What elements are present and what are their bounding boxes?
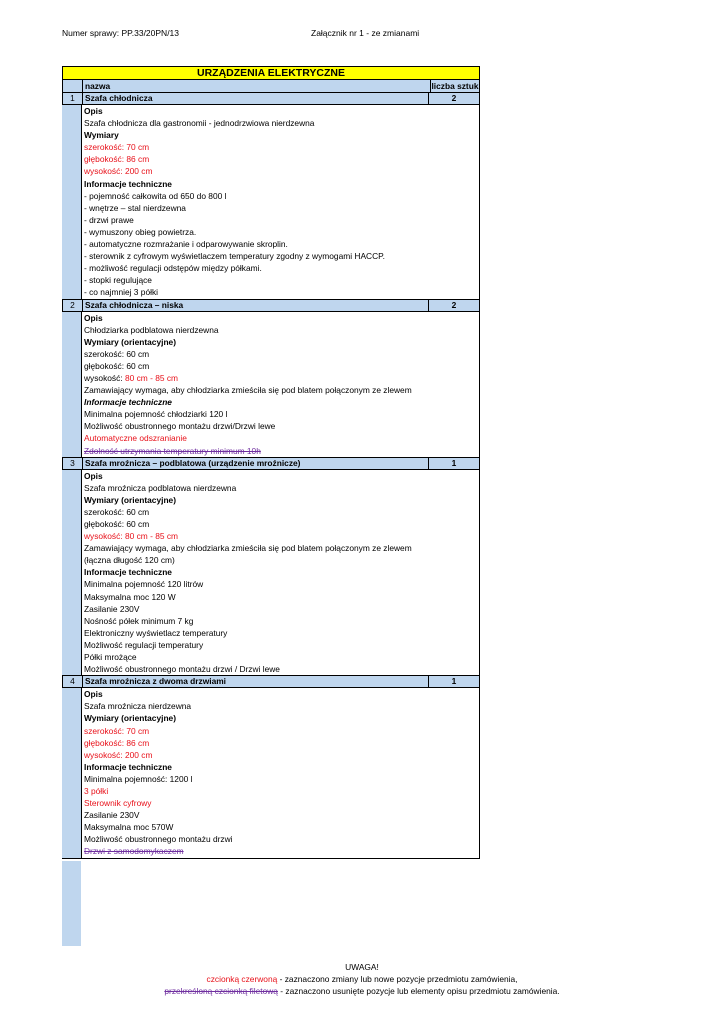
description-line (84, 773, 479, 785)
description-text: Minimalna pojemność 120 litrów (84, 579, 204, 590)
description-text: Informacje techniczne (84, 761, 172, 772)
description-text: - wnętrze – stal nierdzewna (84, 202, 186, 213)
description-line (84, 348, 479, 360)
item-description-lines (82, 470, 479, 676)
description-text: Szafa mroźnicza nierdzewna (84, 701, 192, 712)
description-text: - możliwość regulacji odstępów między półkami. (84, 263, 262, 274)
item-number: 3 (63, 458, 83, 469)
item-description-lines (82, 105, 479, 299)
description-text: - drzwi prawe (84, 214, 134, 225)
description-text: głębokość: 60 cm (84, 519, 150, 529)
description-line (84, 725, 479, 737)
item-number: 4 (63, 676, 83, 687)
description-line (84, 372, 479, 384)
item-quantity: 1 (451, 676, 457, 687)
description-text: Informacje techniczne (84, 397, 172, 408)
description-line (84, 202, 479, 214)
description-text: Możliwość regulacji temperatury (84, 639, 204, 650)
equipment-table (62, 66, 480, 859)
description-line (84, 554, 479, 566)
description-line (84, 737, 479, 749)
description-text: Opis (84, 312, 103, 323)
description-line (84, 639, 479, 651)
description-line (84, 761, 479, 773)
description-text: Nośność półek minimum 7 kg (84, 615, 194, 626)
description-text: Chłodziarka podblatowa nierdzewna (84, 324, 219, 335)
description-text: 3 półki (84, 785, 109, 796)
description-text: szerokość: 60 cm (84, 348, 150, 359)
column-header-number (63, 80, 83, 92)
item-name: Szafa chłodnicza – niska (83, 300, 429, 311)
item-name: Szafa mroźnicza z dwoma drzwiami (83, 676, 429, 687)
description-text: Możliwość obustronnego montażu drzwi (84, 834, 233, 845)
item-number: 2 (63, 300, 83, 311)
note-title: UWAGA! (345, 962, 379, 972)
description-text: szerokość: 70 cm (84, 725, 150, 736)
description-text: wysokość: 200 cm (84, 749, 153, 760)
item-header-row (62, 93, 480, 105)
description-text: Maksymalna moc 570W (84, 822, 174, 833)
item-name: Szafa chłodnicza (83, 93, 429, 104)
description-line (84, 312, 479, 324)
description-text: Automatyczne odszranianie (84, 433, 187, 444)
item-name: Szafa mroźnicza – podblatowa (urządzenie mroźnicze) (83, 458, 429, 469)
strike-font-sample: przekreśloną czcionką filetową (164, 986, 278, 996)
table-title: URZĄDZENIA ELEKTRYCZNE (62, 66, 480, 80)
description-line (84, 274, 479, 286)
description-line (84, 286, 479, 298)
description-line (84, 117, 479, 129)
description-text: Zamawiający wymaga, aby chłodziarka zmieściła się pod blatem połączonym ze zlewem (84, 543, 412, 554)
description-text: Wymiary (84, 130, 119, 141)
description-text: - co najmniej 3 półki (84, 287, 159, 298)
description-line (84, 651, 479, 663)
description-line (84, 494, 479, 506)
description-text: - wymuszony obieg powietrza. (84, 226, 197, 237)
description-line (84, 129, 479, 141)
description-line (84, 506, 479, 518)
description-line (84, 615, 479, 627)
red-font-description: - zaznaczono zmiany lub nowe pozycje przedmiotu zamówienia, (277, 974, 518, 984)
description-text: wysokość: 200 cm (84, 166, 153, 177)
description-text: Opis (84, 470, 103, 481)
item-description-lines (82, 312, 479, 457)
description-text: głębokość: 86 cm (84, 154, 150, 165)
column-header-name: nazwa (85, 81, 111, 91)
description-line (84, 336, 479, 348)
description-line (84, 408, 479, 420)
note-line-strike (0, 985, 724, 997)
description-line (84, 797, 479, 809)
item-number: 1 (63, 93, 83, 104)
description-text: Półki mrożące (84, 652, 137, 663)
description-line (84, 141, 479, 153)
description-text: Opis (84, 689, 103, 700)
description-text: Wymiary (orientacyjne) (84, 494, 177, 505)
column-header-row (62, 80, 480, 93)
description-text: Zamawiający wymaga, aby chłodziarka zmieściła się pod blatem połączonym ze zlewem (84, 385, 412, 396)
description-line (84, 360, 479, 372)
description-line (84, 591, 479, 603)
description-line (84, 384, 479, 396)
description-line (84, 190, 479, 202)
description-text: Sterownik cyfrowy (84, 798, 152, 809)
description-line (84, 324, 479, 336)
item-description-block (62, 470, 480, 677)
description-line (84, 165, 479, 177)
description-line (84, 445, 479, 457)
blank-number-column (62, 861, 81, 946)
description-line (84, 566, 479, 578)
description-line (84, 518, 479, 530)
description-text: szerokość: 60 cm (84, 506, 150, 517)
description-line (84, 153, 479, 165)
item-number-column (62, 105, 82, 299)
description-line (84, 845, 479, 857)
item-description-lines (82, 688, 479, 857)
item-number-column (62, 312, 82, 457)
description-text: Opis (84, 106, 103, 116)
description-text: Szafa chłodnicza dla gastronomii - jednodrzwiowa nierdzewna (84, 118, 315, 129)
description-text: głębokość: 86 cm (84, 737, 150, 748)
description-line (84, 663, 479, 675)
item-header-row (62, 676, 480, 688)
description-text: Informacje techniczne (84, 178, 172, 189)
description-line (84, 749, 479, 761)
description-line (84, 105, 479, 117)
description-text: Możliwość obustronnego montażu drzwi/Drzwi lewe (84, 421, 276, 432)
description-text: (łączna długość 120 cm) (84, 555, 175, 566)
description-text: wysokość: 80 cm - 85 cm (84, 531, 179, 542)
description-line (84, 250, 479, 262)
description-text: - sterownik z cyfrowym wyświetlaczem temperatury zgodny z wymogami HACCP. (84, 251, 385, 262)
item-number-column (62, 470, 82, 676)
description-line (84, 712, 479, 724)
description-text: Minimalna pojemność chłodziarki 120 l (84, 409, 228, 420)
description-line (84, 603, 479, 615)
description-line (84, 809, 479, 821)
item-header-row (62, 300, 480, 312)
attachment-label: Załącznik nr 1 - ze zmianami (311, 28, 420, 38)
description-text: Szafa mroźnicza podblatowa nierdzewna (84, 482, 237, 493)
red-font-sample: czcionką czerwoną (206, 974, 278, 984)
description-line (84, 700, 479, 712)
description-text: Elektroniczny wyświetlacz temperatury (84, 627, 228, 638)
description-text: wysokość: (84, 372, 125, 383)
description-text: - automatyczne rozmrażanie i odparowywanie skroplin. (84, 239, 288, 250)
item-quantity: 2 (451, 93, 457, 103)
item-number-column (62, 688, 82, 857)
item-quantity: 2 (451, 299, 457, 310)
description-changed-value: 80 cm - 85 cm (124, 372, 179, 383)
description-text: Drzwi z samodomykaczem (84, 846, 184, 857)
description-line (84, 226, 479, 238)
description-text: - pojemność całkowita od 650 do 800 l (84, 190, 227, 201)
description-line (84, 578, 479, 590)
description-text: Możliwość obustronnego montażu drzwi / Drzwi lewe (84, 664, 280, 675)
description-text: Zasilanie 230V (84, 810, 140, 821)
description-line (84, 238, 479, 250)
description-text: - stopki regulujące (84, 275, 152, 286)
description-text: szerokość: 70 cm (84, 142, 150, 153)
item-quantity: 1 (451, 457, 457, 468)
description-text: Zasilanie 230V (84, 603, 140, 614)
item-description-block (62, 312, 480, 458)
description-line (84, 530, 479, 542)
description-line (84, 482, 479, 494)
description-line (84, 470, 479, 482)
description-line (84, 688, 479, 700)
description-text: Wymiary (orientacyjne) (84, 713, 177, 724)
item-description-block (62, 105, 480, 300)
description-line (84, 420, 479, 432)
description-text: Wymiary (orientacyjne) (84, 336, 177, 347)
description-line (84, 432, 479, 444)
description-line (84, 396, 479, 408)
description-text: głębokość: 60 cm (84, 360, 150, 371)
description-line (84, 833, 479, 845)
items-container (62, 93, 480, 859)
note-line-red (0, 973, 724, 985)
description-text: Maksymalna moc 120 W (84, 591, 176, 602)
description-text: Zdolność utrzymania temperatury minimum 10h (84, 445, 261, 456)
description-line (84, 262, 479, 274)
description-line (84, 178, 479, 190)
column-header-quantity: liczba sztuk (431, 81, 479, 91)
description-line (84, 785, 479, 797)
strike-font-description: - zaznaczono usunięte pozycje lub elementy opisu przedmiotu zamówienia. (277, 986, 560, 996)
description-line (84, 214, 479, 226)
description-text: Minimalna pojemność: 1200 l (84, 773, 193, 784)
legend-note (0, 961, 724, 997)
item-header-row (62, 458, 480, 470)
description-line (84, 821, 479, 833)
item-description-block (62, 688, 480, 858)
case-number: Numer sprawy: PP.33/20PN/13 (62, 28, 180, 38)
description-line (84, 542, 479, 554)
description-line (84, 627, 479, 639)
description-text: Informacje techniczne (84, 567, 172, 578)
